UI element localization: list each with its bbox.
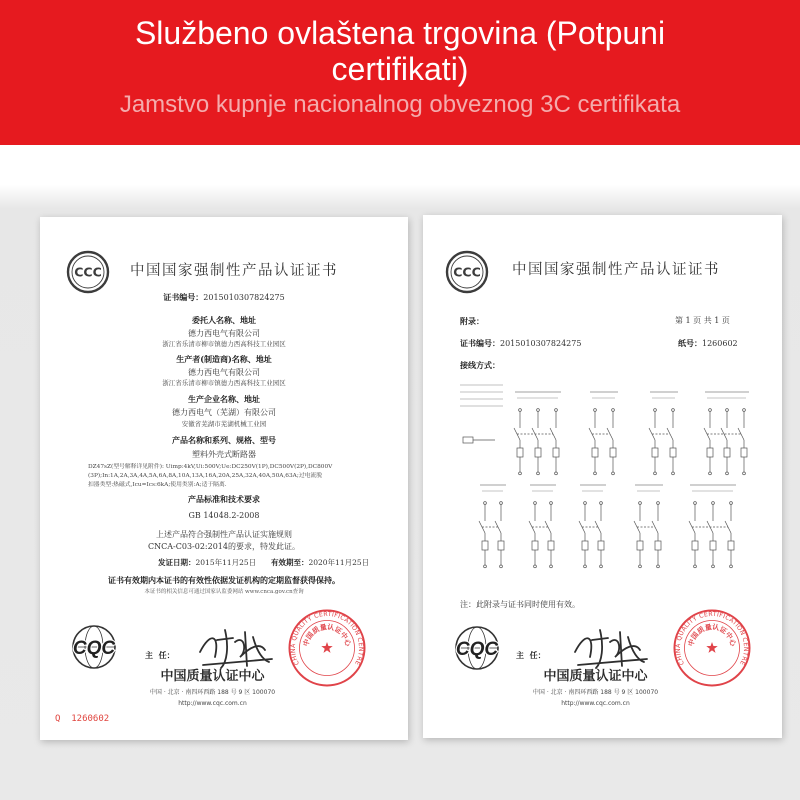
ccc-logo: [445, 250, 489, 294]
validity-note: 证书有效期内本证书的有效性依据发证机构的定期监督获得保持。: [108, 575, 340, 585]
valid-until-label: 有效期至：: [270, 558, 309, 567]
ccc-logo: [66, 250, 110, 294]
wiring-trip-element: [498, 541, 504, 550]
wiring-trip-element: [710, 541, 716, 550]
wiring-trip-element: [517, 448, 523, 457]
wiring-terminal: [654, 472, 657, 475]
official-seal: [672, 608, 752, 688]
director-signature: [195, 622, 275, 672]
wiring-terminal: [500, 502, 503, 505]
product-name: 塑料外壳式断路器: [192, 450, 256, 459]
conformity-statement-line1: 上述产品符合强制性产品认证实施规则: [156, 530, 292, 539]
conformity-statement-line2: CNCA-C03-02:2014的要求，特发此证。: [148, 542, 300, 551]
wiring-terminal: [730, 502, 733, 505]
valid-until-date: 2020年11月25日: [308, 558, 370, 567]
appendix-cert-number-row: [460, 338, 581, 349]
wiring-trip-element: [592, 448, 598, 457]
wiring-diagram: [455, 375, 765, 590]
appendix-cert-number: 2015010307824275: [500, 339, 582, 348]
wiring-terminal: [709, 409, 712, 412]
wiring-terminal: [534, 565, 537, 568]
wiring-label: 接线方式：: [460, 360, 500, 370]
serial-number: Q 1260602: [55, 714, 110, 724]
cqc-logo-text: CQC: [72, 638, 116, 659]
director-label: 主 任：: [145, 650, 175, 660]
wiring-terminal: [743, 472, 746, 475]
seal-outer-text: CHINA QUALITY CERTIFICATION CENTRE: [674, 610, 750, 667]
standard-code: GB 14048.2-2008: [188, 511, 260, 520]
certificate-page: [40, 217, 408, 740]
client-address: 浙江省乐清市柳市镇德力西高科技工业园区: [162, 340, 286, 348]
signature-stroke: [200, 630, 272, 668]
wiring-terminal: [672, 472, 675, 475]
wiring-trip-element: [728, 541, 734, 550]
header-banner: [0, 0, 800, 145]
producer-name: 德力西电气有限公司: [188, 368, 260, 377]
product-spec-line: DZ47sZ(型号解释详见附件): Uimp:4kV,Ui:500V;Ue:DC250V(1P),DC500V(2P),DC800V: [88, 464, 333, 470]
appendix-note: 注：此附录与证书同时使用有效。: [460, 600, 580, 609]
wiring-trip-element: [553, 448, 559, 457]
appendix-page: [423, 215, 782, 738]
wiring-trip-element: [652, 448, 658, 457]
client-heading: 委托人名称、地址: [192, 315, 256, 325]
wiring-terminal: [612, 472, 615, 475]
ccc-logo-text: CCC: [453, 264, 481, 280]
factory-address: 安徽省芜湖市芜湖机械工业园: [181, 420, 267, 428]
wiring-terminal: [550, 502, 553, 505]
producer-heading: 生产者(制造商)名称、地址: [176, 354, 272, 364]
director-label: 主 任：: [516, 650, 546, 660]
wiring-trip-element: [655, 541, 661, 550]
wiring-terminal: [484, 565, 487, 568]
appendix-label: 附录：: [460, 316, 484, 326]
wiring-terminal: [519, 409, 522, 412]
standard-heading: 产品标准和技术要求: [188, 494, 260, 504]
issuer-name: 中国质量认证中心: [543, 669, 648, 684]
certificate-number: 2015010307824275: [203, 293, 285, 302]
wiring-trip-element: [482, 541, 488, 550]
wiring-terminal: [594, 472, 597, 475]
wiring-terminal: [694, 502, 697, 505]
seal-star: [321, 642, 332, 653]
paper-number-row: [678, 338, 738, 349]
wiring-trip-element: [582, 541, 588, 550]
seal-star: [706, 642, 717, 653]
issue-date: 2015年11月25日: [195, 558, 257, 567]
wiring-terminal: [730, 565, 733, 568]
wiring-trip-element: [532, 541, 538, 550]
wiring-trip-element: [670, 448, 676, 457]
wiring-terminal: [500, 565, 503, 568]
wiring-terminal: [534, 502, 537, 505]
wiring-trip-element: [598, 541, 604, 550]
wiring-terminal: [537, 472, 540, 475]
product-spec-line: (3P);In:1A,2A,3A,4A,5A,6A,8A,10A,13A,16A,20A,25A,32A,40A,50A,63A;过电流脱: [88, 473, 323, 479]
director-signature: [570, 622, 650, 672]
website-note: 本证书的相关信息可通过国家认监委网站 www.cnca.gov.cn查询: [144, 589, 304, 595]
wiring-terminal: [484, 502, 487, 505]
factory-heading: 生产企业名称、地址: [188, 394, 260, 404]
wiring-terminal: [726, 409, 729, 412]
seal-inner-text: 中国质量认证中心: [301, 623, 353, 648]
producer-address: 浙江省乐清市柳市镇德力西高科技工业园区: [162, 379, 286, 387]
wiring-terminal: [712, 565, 715, 568]
issuer-url: http://www.cqc.com.cn: [178, 700, 247, 707]
paper-number-label: 纸号：: [678, 338, 702, 348]
wiring-trip-element: [548, 541, 554, 550]
wiring-terminal: [726, 472, 729, 475]
wiring-terminal: [672, 409, 675, 412]
paper-number: 1260602: [702, 339, 738, 348]
wiring-trip-element: [724, 448, 730, 457]
wiring-terminal: [654, 409, 657, 412]
wiring-terminal: [537, 409, 540, 412]
issue-date-label: 发证日期：: [158, 558, 196, 567]
appendix-cert-number-label: 证书编号：: [460, 338, 500, 348]
wiring-terminal: [694, 565, 697, 568]
product-spec-line: 扣器类型:热磁式,Icu=Ics:6kA;使用类别:A;适于隔离.: [88, 482, 227, 488]
wiring-terminal: [600, 502, 603, 505]
banner-subtitle: Jamstvo kupnje nacionalnog obveznog 3C certifikata: [119, 91, 681, 118]
issuer-url: http://www.cqc.com.cn: [561, 700, 630, 707]
factory-name: 德力西电气（芜湖）有限公司: [172, 408, 276, 417]
wiring-terminal: [709, 472, 712, 475]
official-seal: [287, 608, 367, 688]
certificate-title: 中国国家强制性产品认证证书: [130, 263, 338, 279]
wiring-terminal: [639, 502, 642, 505]
certificate-number-label: 证书编号：: [163, 292, 204, 302]
wiring-trip-element: [535, 448, 541, 457]
wiring-terminal: [743, 409, 746, 412]
issuer-address: 中国 · 北京 · 南四环西路 188 号 9 区 100070: [149, 689, 276, 696]
seal-inner-text: 中国质量认证中心: [686, 623, 738, 648]
wiring-terminal: [594, 409, 597, 412]
seal-outer-text: CHINA QUALITY CERTIFICATION CENTRE: [289, 610, 365, 667]
wiring-terminal: [584, 565, 587, 568]
wiring-terminal: [657, 502, 660, 505]
banner-title: Službeno ovlaštena trgovina (Potpuni certifikati): [134, 15, 666, 87]
wiring-terminal: [555, 472, 558, 475]
signature-stroke: [575, 630, 647, 668]
cqc-logo: [447, 625, 507, 671]
wiring-terminal: [657, 565, 660, 568]
wiring-terminal: [519, 472, 522, 475]
issuer-address: 中国 · 北京 · 南四环西路 188 号 9 区 100070: [532, 689, 659, 696]
wiring-trip-element: [707, 448, 713, 457]
page-info: 第 1 页 共 1 页: [675, 316, 730, 325]
wiring-terminal: [712, 502, 715, 505]
wiring-terminal: [639, 565, 642, 568]
wiring-terminal: [550, 565, 553, 568]
wiring-load-symbol: [463, 437, 473, 443]
cqc-logo-text: CQC: [455, 639, 499, 660]
appendix-title: 中国国家强制性产品认证证书: [512, 262, 720, 278]
wiring-terminal: [600, 565, 603, 568]
issuer-name: 中国质量认证中心: [160, 669, 265, 684]
cqc-logo: [64, 624, 124, 670]
wiring-terminal: [584, 502, 587, 505]
client-name: 德力西电气有限公司: [188, 329, 260, 338]
product-heading: 产品名称和系列、规格、型号: [172, 435, 276, 445]
certificate-number-row: [40, 292, 408, 303]
wiring-trip-element: [741, 448, 747, 457]
ccc-logo-text: CCC: [74, 264, 102, 280]
wiring-trip-element: [610, 448, 616, 457]
wiring-terminal: [612, 409, 615, 412]
wiring-trip-element: [637, 541, 643, 550]
wiring-trip-element: [692, 541, 698, 550]
dates-row: [158, 558, 369, 568]
wiring-terminal: [555, 409, 558, 412]
